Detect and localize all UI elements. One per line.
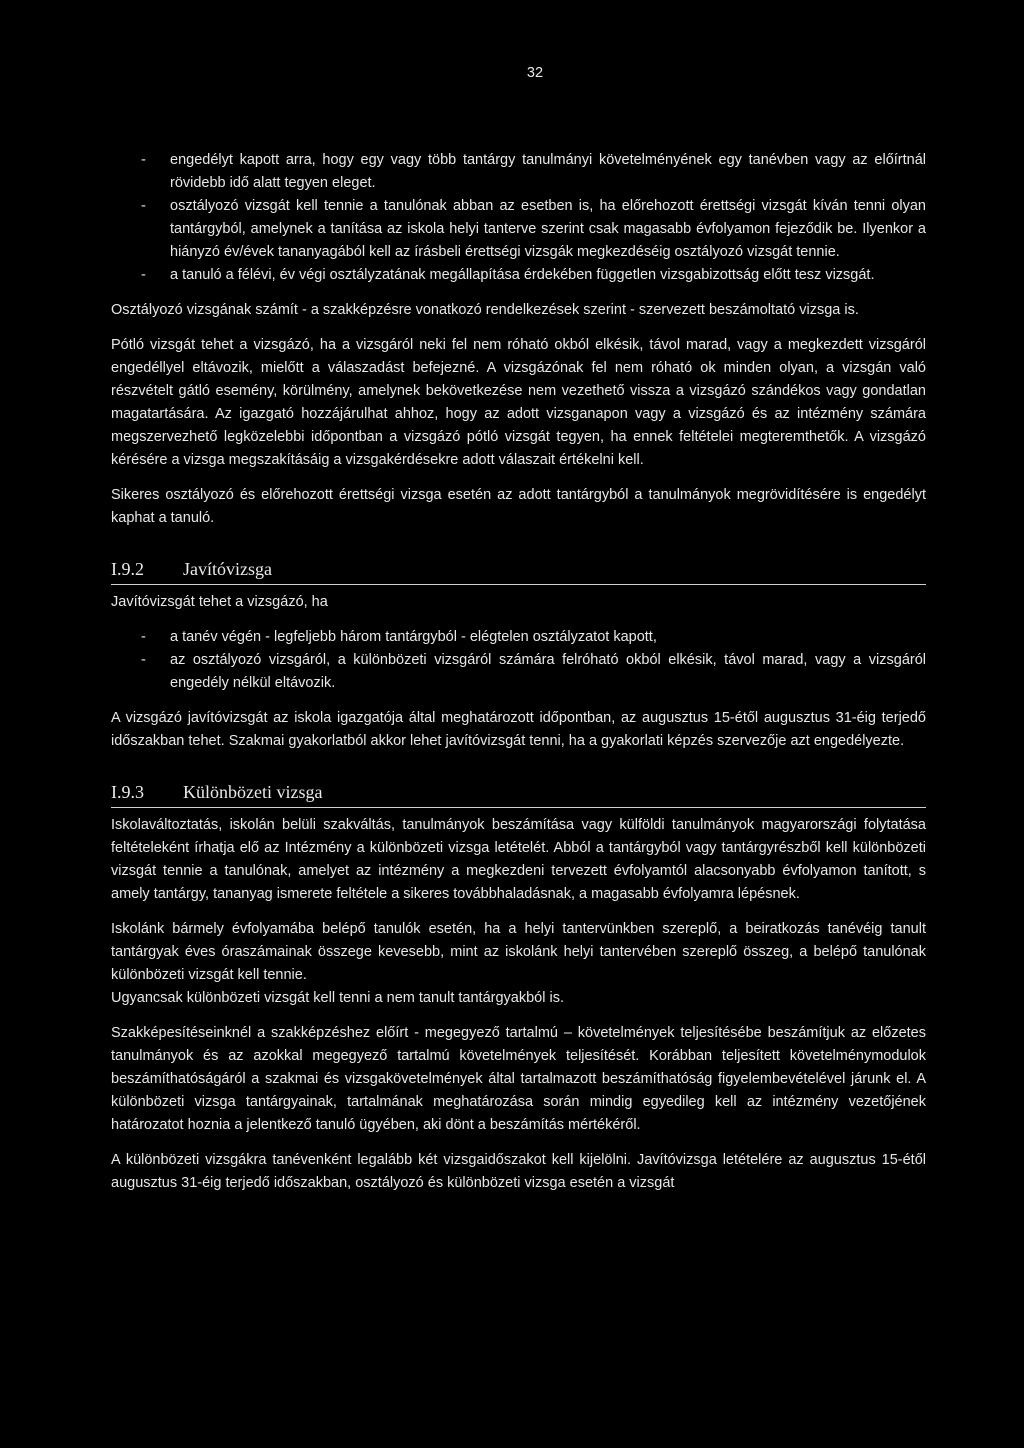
paragraph-kulonbozeti-3: Szakképesítéseinknél a szakképzéshez előírt - megegyező tartalmú – követelmények teljesítésébe beszámítjuk az előzetes tanulmányok és az azokkal megegyező tartalmú követelmények teljesítését. Korábban teljesített követelménymodulok beszámíthatóságáról a szakmai és vizsgakövetelmények által tartalmazott beszámíthatóság figyelembevételével járunk el. A különbözeti vizsga tantárgyainak, tartalmának meghatározása során mindig egyedileg kell az intézmény vezetőjének határozatot hoznia a jelentkező tanuló ügyében, aki dönt a beszámítás mértékéről. [111,1025,926,1133]
paragraph-sikeres: Sikeres osztályozó és előrehozott érettségi vizsga esetén az adott tantárgyból a tanulmányok megrövidítésére is engedélyt kaphat a tanuló. [111,487,926,526]
section-title: Javítóvizsga [183,559,272,579]
list-item [111,626,926,649]
list-item-text: a tanév végén - legfeljebb három tantárgyból - elégtelen osztályzatot kapott, [170,629,657,645]
paragraph-kulonbozeti-4: A különbözeti vizsgákra tanévenként legalább két vizsgaidőszakot kell kijelölni. Javítóvizsga letételére az augusztus 15-étől augusztus 31-éig terjedő időszakban, osztályozó és különbözeti vizsga esetén a vizsgát [111,1152,926,1191]
section-heading-kulonbozeti [111,779,926,808]
paragraph-javito: A vizsgázó javítóvizsgát az iskola igazgatója által meghatározott időpontban, az augusztus 15-étől augusztus 31-éig terjedő időszakban tehet. Szakmai gyakorlatból akkor lehet javítóvizsgát tenni, ha a gyakorlati képzés szervezője azt engedélyezte. [111,710,926,749]
list-dash: - [141,652,146,668]
list-item-text: engedélyt kapott arra, hogy egy vagy több tantárgy tanulmányi követelményének egy tanévben vagy az előírtnál rövidebb idő alatt tegyen eleget. [170,152,926,191]
paragraph-kulonbozeti-2b: Ugyancsak különbözeti vizsgát kell tenni a nem tanult tantárgyakból is. [111,990,564,1006]
section-number: I.9.3 [111,782,144,802]
list-item [111,264,926,287]
list-dash: - [141,152,146,168]
paragraph-potlo: Pótló vizsgát tehet a vizsgázó, ha a vizsgáról neki fel nem róható okból elkésik, távol marad, vagy a megkezdett vizsgáról engedéllyel eltávozik, mielőtt a válaszadást befejezné. A vizsgázónak fel nem róható ok minden olyan, a vizsgán való részvételt gátló esemény, körülmény, amelynek bekövetkezése nem vezethető vissza a vizsgázó szándékos vagy gondatlan magatartására. Az igazgató hozzájárulhat ahhoz, hogy az adott vizsganapon vagy a vizsgázó és az intézmény számára megszervezhető legközelebbi időpontban a vizsgázó pótló vizsgát tegyen, ha ennek feltételei megteremthetők. A vizsgázó kérésére a vizsga megszakításáig a vizsgakérdésekre adott válaszait értékelni kell. [111,337,926,468]
javito-conditions-list [111,626,926,695]
page-number: 32 [526,65,544,81]
list-dash: - [141,267,146,283]
paragraph-javito-intro: Javítóvizsgát tehet a vizsgázó, ha [111,594,328,610]
list-item [111,149,926,195]
conditions-list [111,149,926,287]
list-item [111,195,926,264]
section-number: I.9.2 [111,559,144,579]
page-content [111,149,926,1195]
paragraph-kulonbozeti-1: Iskolaváltoztatás, iskolán belüli szakváltás, tanulmányok beszámítása vagy külföldi tanulmányok magyarországi folytatása feltételeként írhatja elő az Intézmény a különbözeti vizsga letételét. Abból a tantárgyból vagy tantárgyrészből kell különbözeti vizsgát tennie a tanulónak, amelyet az intézmény a megkezdeni tervezett évfolyamtól alacsonyabb évfolyamon tanított, s amely tantárgy, tananyag ismerete feltétele a sikeres továbbhaladásnak, a magasabb évfolyamra lépésnek. [111,817,926,902]
list-item-text: a tanuló a félévi, év végi osztályzatának megállapítása érdekében független vizsgabizottság előtt tesz vizsgát. [170,267,875,283]
list-dash: - [141,198,146,214]
list-item-text: osztályozó vizsgát kell tennie a tanulónak abban az esetben is, ha előrehozott érettségi vizsgát kíván tenni olyan tantárgyból, amelynek a tanítása az iskola helyi tanterve szerint csak magasabb évfolyamon fejeződik be. Ilyenkor a hiányzó év/évek tananyagából kell az írásbeli érettségi vizsgák megkezdéséig osztályozó vizsgát tennie. [170,198,926,260]
section-heading-javitovizsga [111,556,926,585]
list-item-text: az osztályozó vizsgáról, a különbözeti vizsgáról számára felróható okból elkésik, távol marad, vagy a vizsgáról engedély nélkül eltávozik. [170,652,926,691]
paragraph-osztalyozo: Osztályozó vizsgának számít - a szakképzésre vonatkozó rendelkezések szerint - szervezett beszámoltató vizsga is. [111,302,859,318]
list-item [111,649,926,695]
section-title: Különbözeti vizsga [183,782,323,802]
paragraph-kulonbozeti-2a: Iskolánk bármely évfolyamába belépő tanulók esetén, ha a helyi tantervünkben szereplő, a beiratkozás tanévéig tanult tantárgyak éves óraszámainak összege kevesebb, mint az iskolánk helyi tantervében szereplő összeg, a belépő tanulónak különbözeti vizsgát kell tennie. [111,921,926,983]
list-dash: - [141,629,146,645]
